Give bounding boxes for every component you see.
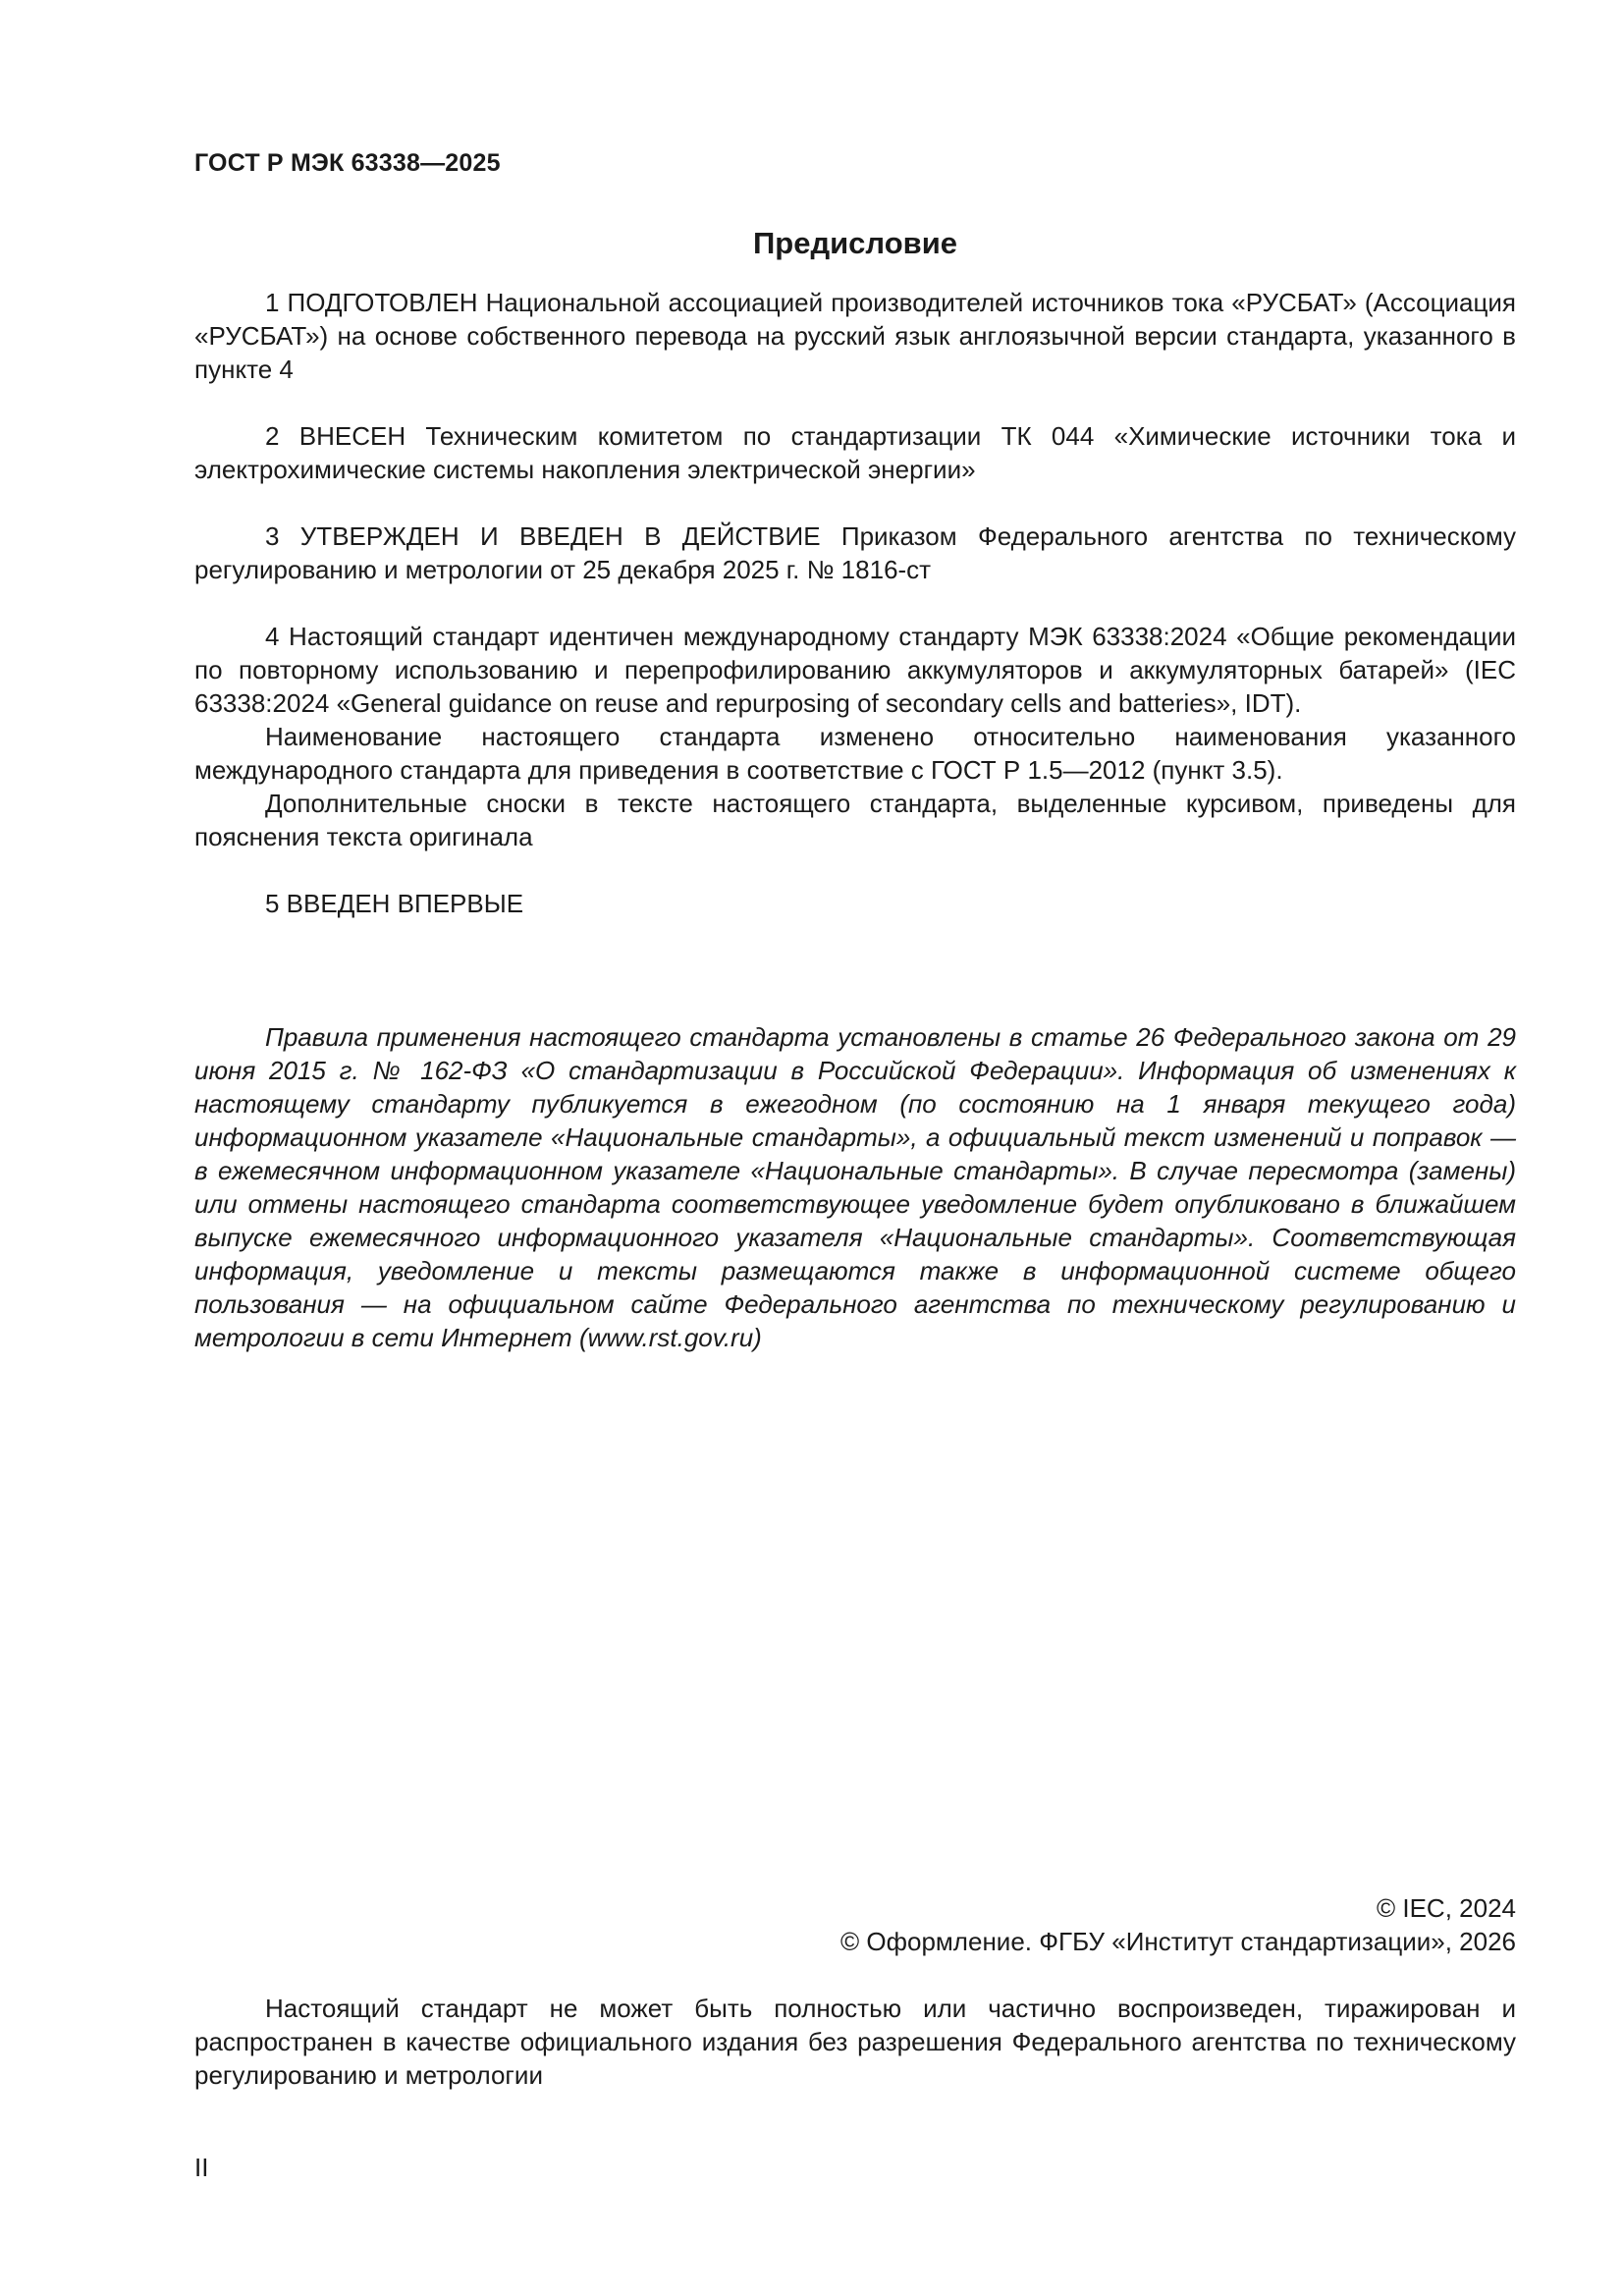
rules-notice: Правила применения настоящего стандарта установлены в статье 26 Федерального закона от 29 июня 2015 г. № 162-ФЗ «О стандартизации в Российской Федерации». Информация об изменениях к настоящему стандарту публикуется в ежегодном (по состоянию на 1 января текущего года) информационном указателе «Национальные стандарты», а официальный текст изменений и поправок — в ежемесячном информационном указателе «Национальные стандарты». В случае пересмотра (замены) или отмены настоящего стандарта соответствующее уведомление будет опубликовано в ближайшем выпуске ежемесячного информационного указателя «Национальные стандарты». Соответствующая информация, уведомление и тексты размещаются также в информационной системе общего пользования — на официальном сайте Федерального агентства по техническому регулированию и метрологии в сети Интернет (www.rst.gov.ru)	[194, 1022, 1516, 1352]
page-number: II	[194, 2153, 209, 2182]
reproduction-notice: Настоящий стандарт не может быть полностью или частично воспроизведен, тиражирован и распространен в качестве официального издания без разрешения Федерального агентства по техническому регулированию и метрологии	[194, 1994, 1516, 2090]
foreword-item-5: 5 ВВЕДЕН ВПЕРВЫЕ	[265, 889, 524, 918]
section-title: Предисловие	[752, 226, 957, 260]
foreword-item-2: 2 ВНЕСЕН Техническим комитетом по стандартизации ТК 044 «Химические источники тока и электрохимические системы накопления электрической энергии»	[194, 421, 1516, 484]
copyright-design: © Оформление. ФГБУ «Институт стандартизации», 2026	[840, 1927, 1516, 1956]
foreword-item-4: 4 Настоящий стандарт идентичен международному стандарту МЭК 63338:2024 «Общие рекомендации по повторному использованию и перепрофилированию аккумуляторов и аккумуляторных батарей» (IEC 63338:2024 «General guidance on reuse and repurposing of secondary cells and batteries», IDT).	[194, 622, 1516, 718]
document-page	[194, 0, 1516, 2296]
foreword-item-1: 1 ПОДГОТОВЛЕН Национальной ассоциацией производителей источников тока «РУСБАТ» (Ассоциация «РУСБАТ») на основе собственного перевода на русский язык англоязычной версии стандарта, указанного в пункте 4	[194, 288, 1516, 384]
foreword-item-4-note-1: Наименование настоящего стандарта изменено относительно наименования указанного международного стандарта для приведения в соответствие с ГОСТ Р 1.5—2012 (пункт 3.5).	[194, 722, 1516, 785]
foreword-item-4-note-2: Дополнительные сноски в тексте настоящего стандарта, выделенные курсивом, приведены для пояснения текста оригинала	[194, 789, 1516, 851]
foreword-item-3: 3 УТВЕРЖДЕН И ВВЕДЕН В ДЕЙСТВИЕ Приказом Федерального агентства по техническому регулированию и метрологии от 25 декабря 2025 г. № 1816-ст	[194, 521, 1516, 584]
document-id-header: ГОСТ Р МЭК 63338—2025	[194, 149, 501, 177]
copyright-iec: © IEC, 2024	[1376, 1893, 1516, 1923]
